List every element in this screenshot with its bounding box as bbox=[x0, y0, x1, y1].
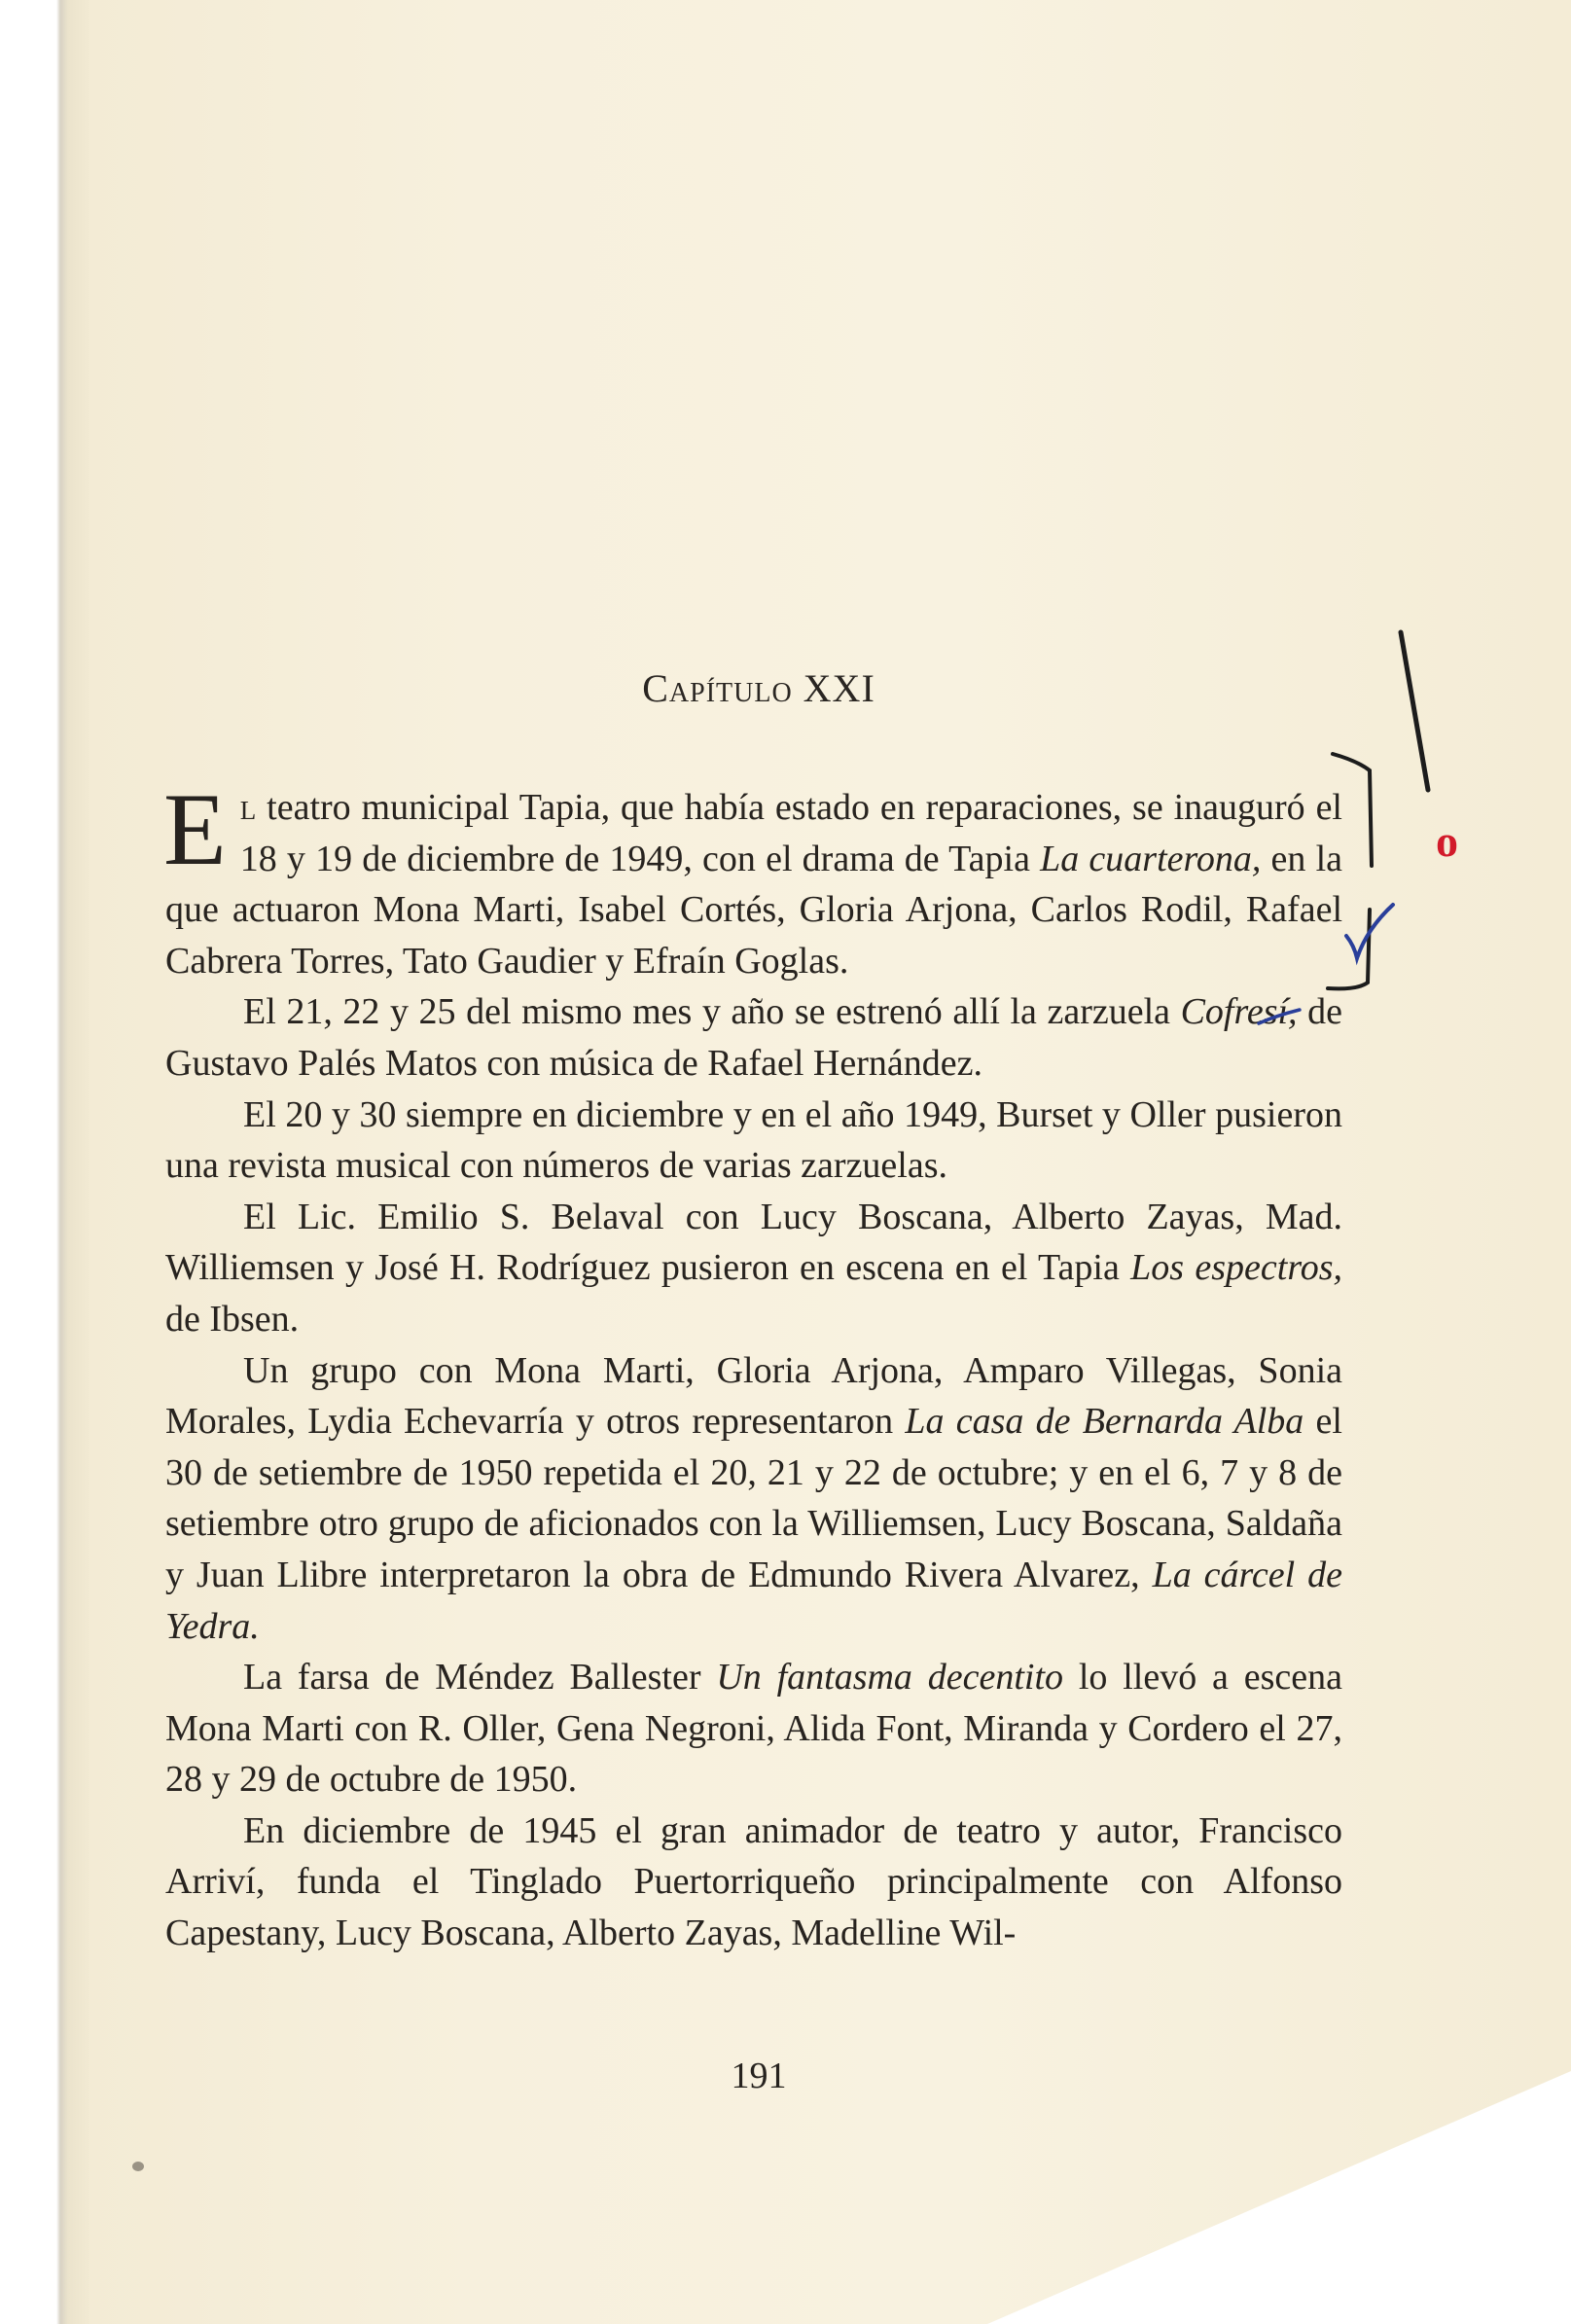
paragraph-6-tail: lo llevó a escena Mona Marti con R. Oller, Gena Negroni, Alida Font, Miranda y Cordero el 27, 28 y 29 de octubre de 1950. bbox=[165, 1657, 1342, 1801]
page-spine-edge bbox=[0, 0, 89, 2324]
paragraph-1-italic: La cuarterona, bbox=[1040, 838, 1262, 879]
ink-speck bbox=[132, 2162, 144, 2171]
torn-page-corner bbox=[987, 2071, 1571, 2324]
paragraph-5-text: Un grupo con Mona Marti, Gloria Arjona, Amparo Villegas, Sonia Morales, Lydia Echevarría y otros representaron bbox=[165, 1349, 1342, 1443]
paragraph-5-middle: el 30 de setiembre de 1950 repetida el 20, 21 y 22 de octubre; y en el 6, 7 y 8 de setiembre otro grupo de aficionados con la Williemsen, Lucy Boscana, Saldaña y Juan Llibre interpretaron la obra de Edmundo Rivera Alvarez, bbox=[165, 1401, 1342, 1595]
paragraph-4-text: El Lic. Emilio S. Belaval con Lucy Boscana, Alberto Zayas, Mad. Williemsen y José H. Rodríguez pusieron en escena en el Tapia bbox=[165, 1196, 1342, 1289]
paragraph-1-lead: l bbox=[239, 787, 257, 828]
black-stroke-top bbox=[1401, 632, 1428, 790]
paragraph-2-italic: Cofresí, bbox=[1180, 991, 1298, 1033]
paragraph-2-text: El 21, 22 y 25 del mismo mes y año se estrenó allí la zarzuela bbox=[243, 991, 1181, 1033]
chapter-title: Capítulo XXI bbox=[642, 666, 875, 710]
drop-cap: E bbox=[163, 772, 227, 886]
paragraph-5-italic-2: La cárcel de Yedra. bbox=[165, 1554, 1342, 1647]
paragraph-7 bbox=[165, 1806, 1342, 1959]
paragraph-1-tail: en la que actuaron Mona Marti, Isabel Cortés, Gloria Arjona, Carlos Rodil, Rafael Cabrera Torres, Tato Gaudier y Efraín Goglas. bbox=[165, 838, 1343, 982]
paragraph-4-tail: de Ibsen. bbox=[165, 1298, 300, 1340]
paragraph-5-italic: La casa de Bernarda Alba bbox=[905, 1401, 1304, 1443]
paragraph-3 bbox=[165, 1090, 1342, 1192]
paragraph-6-italic: Un fantasma decentito bbox=[716, 1657, 1064, 1698]
paragraph-2 bbox=[165, 986, 1342, 1089]
red-margin-letter: o bbox=[1436, 816, 1458, 866]
paragraph-2-tail: de Gustavo Palés Matos con música de Rafael Hernández. bbox=[165, 991, 1342, 1084]
paragraph-6 bbox=[165, 1652, 1342, 1806]
paragraph-6-text: La farsa de Méndez Ballester bbox=[243, 1657, 717, 1698]
paragraph-1-text: teatro municipal Tapia, que había estado en reparaciones, se inauguró el 18 y 19 de diciembre de 1949, con el drama de Tapia bbox=[239, 787, 1342, 879]
paragraph-7-text: En diciembre de 1945 el gran animador de teatro y autor, Francisco Arriví, funda el Tinglado Puertorriqueño principalmente con Alfonso Capestany, Lucy Boscana, Alberto Zayas, Madelline Wil- bbox=[165, 1809, 1342, 1954]
paragraph-3-text: El 20 y 30 siempre en diciembre y en el año 1949, Burset y Oller pusieron una revista musical con números de varias zarzuelas. bbox=[165, 1093, 1342, 1187]
paragraph-5 bbox=[165, 1345, 1342, 1653]
paragraph-4 bbox=[165, 1192, 1342, 1345]
page-number: 191 bbox=[731, 2056, 787, 2096]
paragraph-4-italic: Los espectros, bbox=[1130, 1247, 1342, 1289]
paragraph-1 bbox=[163, 772, 1343, 986]
blue-check-mark bbox=[1346, 905, 1393, 958]
body-text bbox=[163, 772, 1343, 1959]
